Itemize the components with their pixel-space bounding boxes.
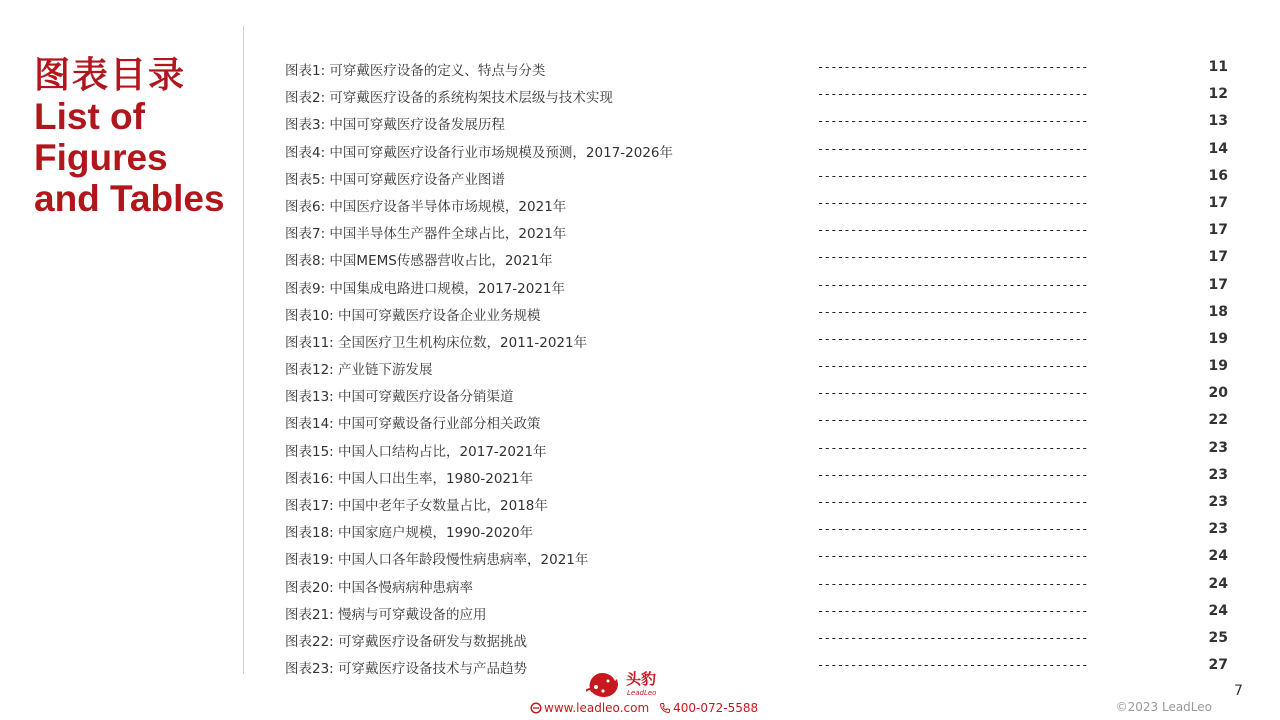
toc-leader-dashes: -----------------------------------------	[817, 413, 1088, 428]
toc-entry-page: 16	[1208, 167, 1228, 184]
footer-contact	[530, 701, 758, 715]
toc-leader-dashes: -----------------------------------------	[817, 277, 1088, 292]
toc-entry-page: 27	[1208, 657, 1228, 674]
toc-entry[interactable]	[285, 653, 1230, 680]
toc-leader-dashes: -----------------------------------------	[817, 576, 1088, 591]
page-title	[34, 56, 239, 219]
toc-leader-dashes: -----------------------------------------	[817, 87, 1088, 102]
toc-entry-label: 图表20: 中国各慢病病种患病率	[285, 579, 474, 596]
title-english-line-1: List of	[34, 96, 145, 137]
toc-entry-page: 22	[1208, 412, 1228, 429]
toc-leader-dashes: -----------------------------------------	[817, 522, 1088, 537]
toc-entry-label: 图表14: 中国可穿戴设备行业部分相关政策	[285, 416, 541, 433]
toc-entry[interactable]	[285, 300, 1230, 327]
toc-leader-dashes: -----------------------------------------	[817, 495, 1088, 509]
phone-icon	[659, 702, 671, 714]
toc-entry[interactable]	[285, 544, 1230, 571]
web-icon	[530, 702, 542, 714]
toc-entry-label: 图表16: 中国人口出生率，1980-2021年	[285, 470, 534, 487]
toc-entry[interactable]	[285, 381, 1230, 408]
toc-entry-label: 图表17: 中国中老年子女数量占比，2018年	[285, 498, 548, 514]
toc-leader-dashes: -----------------------------------------	[817, 658, 1088, 673]
toc-entry-page: 17	[1208, 222, 1228, 239]
logo-brand-cn: 头豹	[626, 670, 657, 688]
toc-entry[interactable]	[285, 109, 1230, 136]
toc-entry[interactable]	[285, 626, 1230, 653]
toc-entry-page: 19	[1208, 330, 1228, 347]
title-english-line-2: Figures	[34, 137, 168, 178]
toc-leader-dashes: -----------------------------------------	[817, 467, 1088, 482]
toc-entry-page: 20	[1208, 385, 1228, 402]
toc-entry-page: 23	[1208, 521, 1228, 538]
toc-leader-dashes: -----------------------------------------	[817, 549, 1088, 564]
toc-entry-label: 图表13: 中国可穿戴医疗设备分销渠道	[285, 389, 514, 406]
toc-leader-dashes: -----------------------------------------	[817, 331, 1088, 346]
toc-leader-dashes: -----------------------------------------	[817, 195, 1088, 210]
phone-number	[659, 701, 758, 715]
website-link[interactable]	[530, 701, 649, 715]
title-english-line-3: and Tables	[34, 178, 225, 219]
toc-entry-label: 图表2: 可穿戴医疗设备的系统构架技术层级与技术实现	[285, 90, 613, 107]
divider-line	[243, 26, 244, 674]
toc-entry[interactable]	[285, 164, 1230, 191]
toc-entry-label: 图表12: 产业链下游发展	[285, 362, 433, 379]
toc-entry[interactable]	[285, 82, 1230, 109]
toc-entry-page: 23	[1208, 439, 1228, 456]
toc-entry-label: 图表7: 中国半导体生产器件全球占比，2021年	[285, 226, 567, 243]
toc-leader-dashes: -----------------------------------------	[817, 630, 1088, 645]
toc-entry[interactable]	[285, 273, 1230, 300]
toc-entry-page: 14	[1208, 140, 1228, 157]
toc-entry[interactable]	[285, 490, 1230, 517]
phone-text: 400-072-5588	[673, 701, 759, 715]
toc-entry-label: 图表11: 全国医疗卫生机构床位数，2011-2021年	[285, 334, 588, 351]
toc-entry-page: 11	[1208, 59, 1228, 75]
toc-leader-dashes: -----------------------------------------	[817, 168, 1088, 183]
toc-entry-page: 17	[1208, 276, 1228, 293]
toc-entry[interactable]	[285, 463, 1230, 490]
website-text: www.leadleo.com	[544, 701, 650, 715]
leopard-icon	[586, 673, 618, 697]
toc-entry-page: 24	[1208, 548, 1228, 565]
toc-entry-label: 图表5: 中国可穿戴医疗设备产业图谱	[285, 171, 505, 188]
toc-leader-dashes: -----------------------------------------	[817, 386, 1088, 401]
toc-entry-label: 图表18: 中国家庭户规模，1990-2020年	[285, 525, 534, 542]
toc-leader-dashes: -----------------------------------------	[817, 304, 1088, 319]
toc-entry-label: 图表6: 中国医疗设备半导体市场规模，2021年	[285, 198, 567, 215]
toc-leader-dashes: -----------------------------------------	[817, 60, 1088, 74]
toc-entry-label: 图表10: 中国可穿戴医疗设备企业业务规模	[285, 307, 541, 324]
toc-leader-dashes: -----------------------------------------	[817, 114, 1088, 129]
toc-entry-page: 12	[1208, 86, 1228, 103]
toc-entry-page: 17	[1208, 194, 1228, 211]
toc-entry[interactable]	[285, 517, 1230, 544]
toc-entry-page: 25	[1208, 629, 1228, 646]
toc-leader-dashes: -----------------------------------------	[817, 440, 1088, 455]
toc-entry-label: 图表8: 中国MEMS传感器营收占比，2021年	[285, 253, 553, 270]
toc-entry-label: 图表23: 可穿戴医疗设备技术与产品趋势	[285, 661, 528, 678]
toc-entry-label: 图表15: 中国人口结构占比，2017-2021年	[285, 443, 547, 460]
toc-entry[interactable]	[285, 218, 1230, 245]
toc-entry[interactable]	[285, 191, 1230, 218]
toc-entry-page: 24	[1208, 602, 1228, 619]
toc-entry-page: 19	[1208, 358, 1228, 375]
title-chinese: 图表目录	[34, 55, 187, 96]
toc-entry[interactable]	[285, 436, 1230, 463]
toc-entry-label: 图表1: 可穿戴医疗设备的定义、特点与分类	[285, 63, 546, 79]
toc-leader-dashes: -----------------------------------------	[817, 141, 1088, 156]
toc-entry[interactable]	[285, 572, 1230, 599]
toc-entry-label: 图表9: 中国集成电路进口规模，2017-2021年	[285, 280, 566, 297]
toc-entry-label: 图表3: 中国可穿戴医疗设备发展历程	[285, 117, 505, 134]
toc-entry-page: 23	[1208, 494, 1228, 510]
page-number: 7	[1234, 683, 1243, 699]
toc-entry-page: 17	[1208, 249, 1228, 266]
toc-entry[interactable]	[285, 327, 1230, 354]
toc-entry[interactable]	[285, 599, 1230, 626]
figure-list	[285, 55, 1230, 680]
toc-leader-dashes: -----------------------------------------	[817, 223, 1088, 238]
toc-leader-dashes: -----------------------------------------	[817, 603, 1088, 618]
toc-entry-label: 图表4: 中国可穿戴医疗设备行业市场规模及预测，2017-2026年	[285, 144, 674, 161]
toc-entry[interactable]	[285, 137, 1230, 164]
toc-entry[interactable]	[285, 354, 1230, 381]
toc-leader-dashes: -----------------------------------------	[817, 359, 1088, 374]
toc-entry-page: 18	[1208, 303, 1228, 320]
toc-entry[interactable]	[285, 245, 1230, 272]
toc-entry-label: 图表19: 中国人口各年龄段慢性病患病率，2021年	[285, 552, 589, 569]
copyright-text: ©2023 LeadLeo	[1115, 700, 1212, 714]
toc-entry-label: 图表22: 可穿戴医疗设备研发与数据挑战	[285, 633, 528, 650]
toc-entry-label: 图表21: 慢病与可穿戴设备的应用	[285, 606, 487, 623]
toc-entry-page: 23	[1208, 466, 1228, 483]
toc-leader-dashes: -----------------------------------------	[817, 250, 1088, 265]
logo-brand-en: LeadLeo	[627, 689, 657, 697]
toc-entry[interactable]	[285, 55, 1230, 82]
toc-entry[interactable]	[285, 408, 1230, 435]
leadleo-logo	[586, 667, 676, 699]
toc-entry-page: 24	[1208, 575, 1228, 592]
toc-entry-page: 13	[1208, 113, 1228, 130]
